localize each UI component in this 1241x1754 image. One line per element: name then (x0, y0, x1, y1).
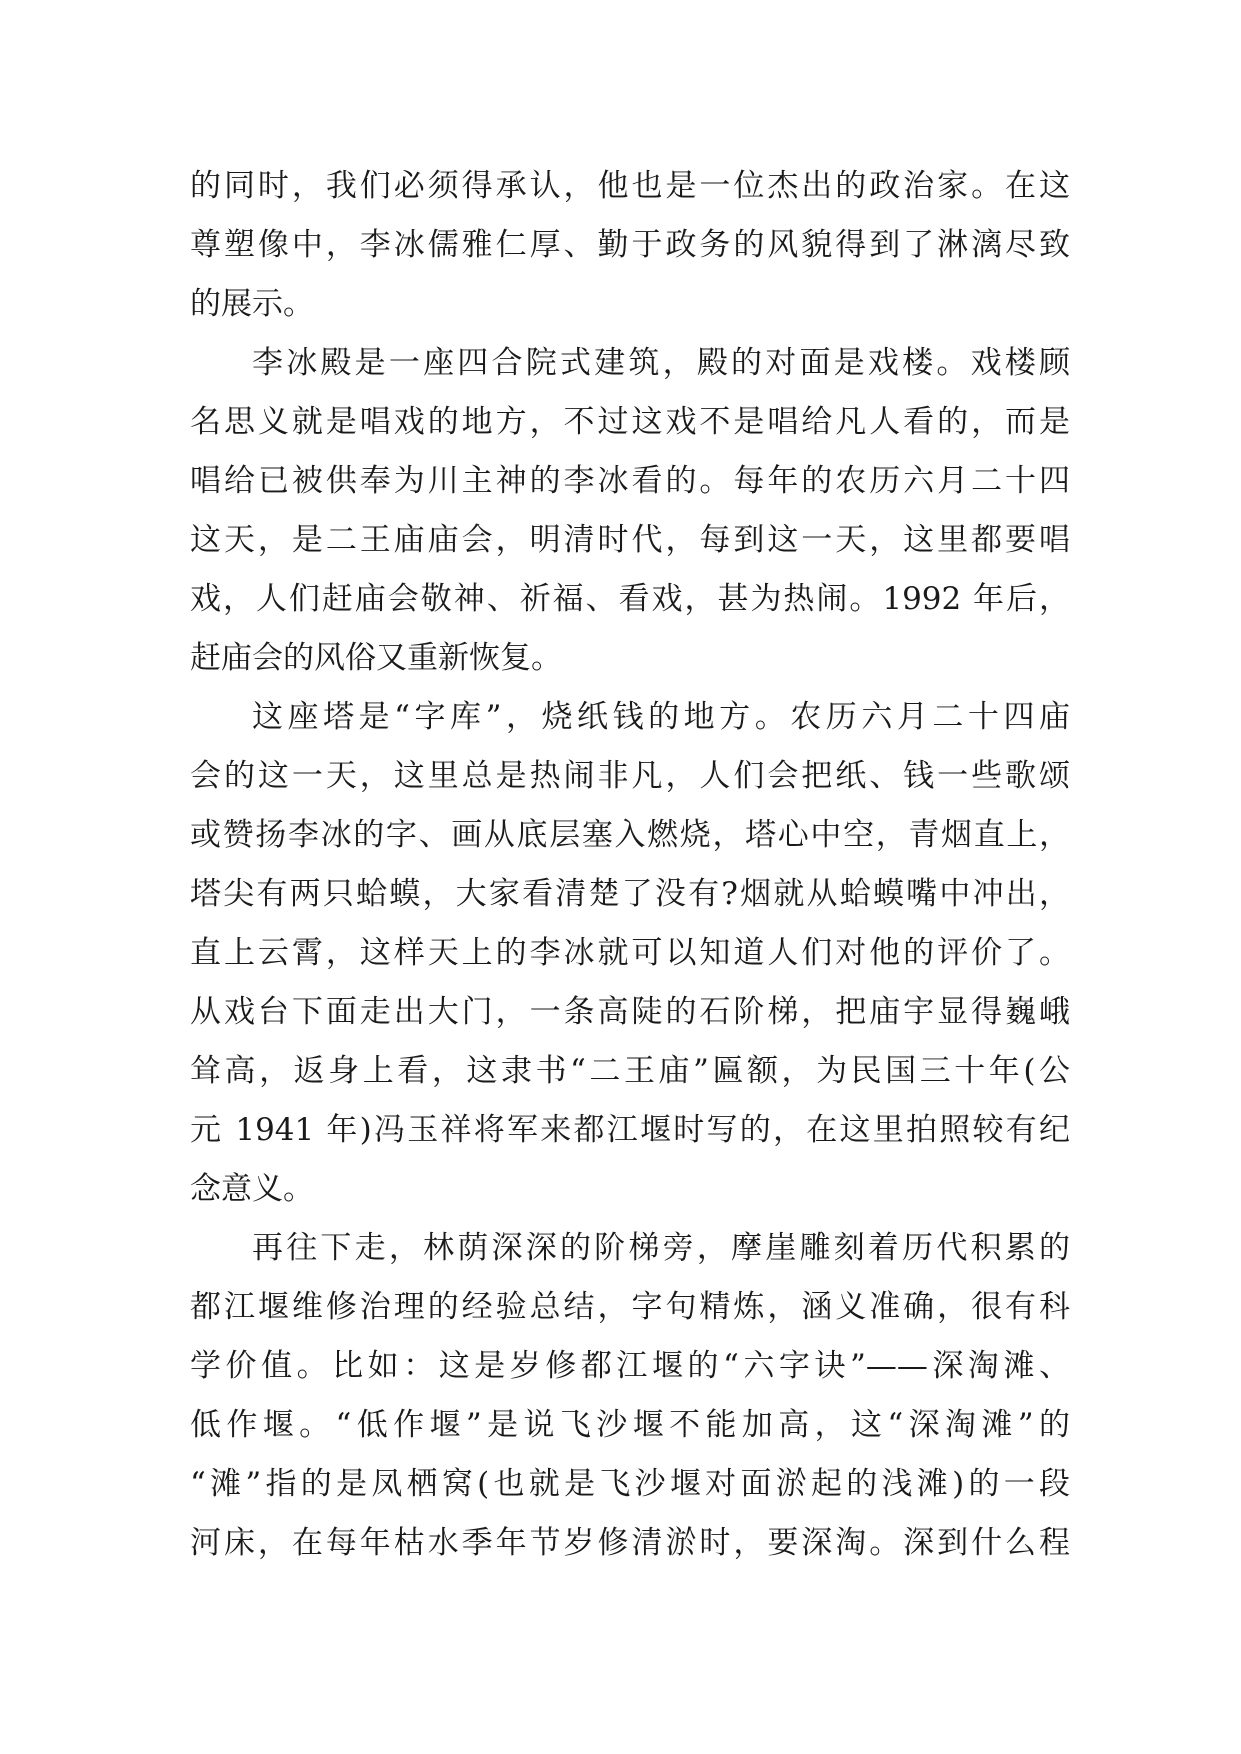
text-line: 念意义。 (190, 1171, 314, 1207)
text-line: 直上云霄，这样天上的李冰就可以知道人们对他的评价了。 (190, 935, 1070, 971)
text-line: 学价值。比如：这是岁修都江堰的“六字诀”——深淘滩、 (190, 1348, 1070, 1384)
text-line: 或赞扬李冰的字、画从底层塞入燃烧，塔心中空，青烟直上， (190, 817, 1070, 853)
paragraph-2 (190, 334, 1070, 688)
paragraph-3 (190, 688, 1070, 1219)
text-line: 塔尖有两只蛤蟆，大家看清楚了没有?烟就从蛤蟆嘴中冲出， (190, 876, 1070, 912)
text-line: 名思义就是唱戏的地方，不过这戏不是唱给凡人看的，而是 (190, 404, 1070, 440)
text-line: 李冰殿是一座四合院式建筑，殿的对面是戏楼。戏楼顾 (252, 345, 1070, 381)
text-line: 会的这一天，这里总是热闹非凡，人们会把纸、钱一些歌颂 (190, 758, 1070, 794)
text-line: 耸高，返身上看，这隶书“二王庙”匾额，为民国三十年(公 (190, 1053, 1070, 1089)
paragraph-1 (190, 157, 1070, 334)
text-line: 赶庙会的风俗又重新恢复。 (190, 640, 562, 676)
text-line: 都江堰维修治理的经验总结，字句精炼，涵义准确，很有科 (190, 1289, 1070, 1325)
text-line: 低作堰。“低作堰”是说飞沙堰不能加高，这“深淘滩”的 (190, 1407, 1070, 1443)
text-line: 这座塔是“字库”，烧纸钱的地方。农历六月二十四庙 (252, 699, 1070, 735)
body-text (190, 157, 1070, 1573)
text-line: 这天，是二王庙庙会，明清时代，每到这一天，这里都要唱 (190, 522, 1070, 558)
text-line: 元 1941 年)冯玉祥将军来都江堰时写的，在这里拍照较有纪 (190, 1112, 1070, 1148)
paragraph-4 (190, 1219, 1070, 1573)
text-line: 戏，人们赶庙会敬神、祈福、看戏，甚为热闹。1992 年后， (190, 581, 1070, 617)
text-line: 从戏台下面走出大门，一条高陡的石阶梯，把庙宇显得巍峨 (190, 994, 1070, 1030)
text-line: 尊塑像中，李冰儒雅仁厚、勤于政务的风貌得到了淋漓尽致 (190, 227, 1070, 263)
text-line: 再往下走，林荫深深的阶梯旁，摩崖雕刻着历代积累的 (252, 1230, 1070, 1266)
text-line: 的同时，我们必须得承认，他也是一位杰出的政治家。在这 (190, 168, 1070, 204)
text-line: 的展示。 (190, 286, 314, 322)
text-line: 唱给已被供奉为川主神的李冰看的。每年的农历六月二十四 (190, 463, 1070, 499)
text-line: “滩”指的是凤栖窝(也就是飞沙堰对面淤起的浅滩)的一段 (190, 1466, 1070, 1502)
text-line: 河床，在每年枯水季年节岁修清淤时，要深淘。深到什么程 (190, 1525, 1070, 1561)
